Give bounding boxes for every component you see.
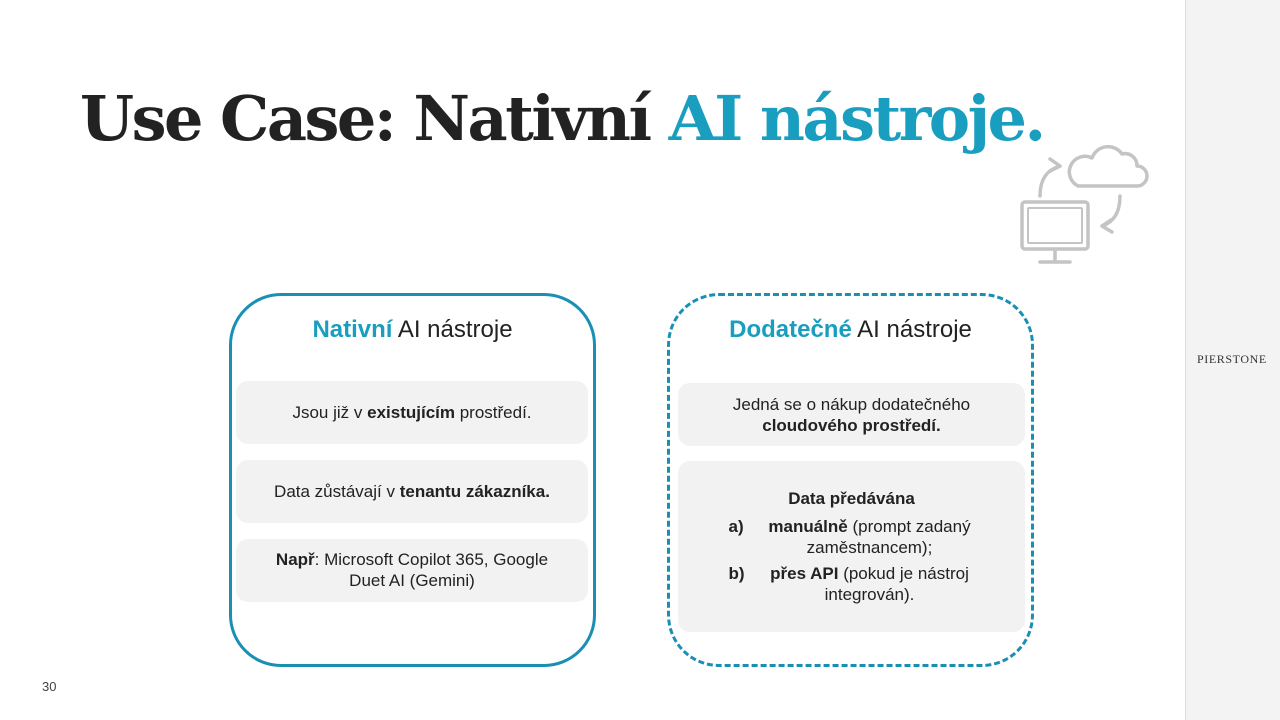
box-text: Jedná se o nákup dodatečného	[732, 394, 971, 414]
additional-title-rest: AI nástroje	[851, 316, 972, 343]
box-text: prostředí.	[454, 403, 532, 422]
additional-title-highlight: Dodatečné	[729, 316, 852, 343]
list-item-bold: přes API	[770, 564, 839, 583]
native-title-highlight: Nativní	[312, 316, 393, 343]
list-item-text: (prompt zadaný zaměstnancem);	[806, 517, 971, 557]
existing-environment-box	[236, 381, 588, 444]
title-prefix: Use Case: Nativní	[80, 82, 669, 155]
box-bold: cloudového prostředí.	[762, 415, 941, 435]
list-item-bold: manuálně	[768, 517, 848, 536]
data-transfer-list	[729, 511, 975, 605]
box-text: : Microsoft Copilot 365, Google Duet AI (Gemini)	[314, 550, 549, 590]
list-item	[729, 516, 975, 558]
cloud-purchase-box	[678, 383, 1025, 446]
title-accent: AI nástroje.	[668, 82, 1044, 155]
slide-title	[80, 82, 1044, 155]
tenant-data-box	[236, 460, 588, 523]
box-bold: Např	[275, 550, 315, 569]
box-text: Jsou již v	[292, 403, 368, 422]
native-title-rest: AI nástroje	[392, 316, 513, 343]
page-number: 30	[42, 679, 57, 694]
box-text: Data zůstávají v	[274, 482, 400, 501]
additional-ai-panel-title	[670, 316, 1031, 344]
list-marker: a)	[728, 517, 744, 536]
list-item	[729, 563, 975, 605]
box-bold: tenantu zákazníka.	[399, 482, 550, 501]
cloud-computer-sync-icon	[1016, 140, 1152, 270]
native-ai-panel-title	[232, 316, 593, 344]
list-item-text: (pokud je nástroj integrován).	[824, 564, 969, 604]
list-marker: b)	[728, 564, 745, 583]
brand-logo: PIERSTONE	[1197, 352, 1267, 366]
box-bold: existujícím	[367, 403, 455, 422]
data-transfer-heading: Data předávána	[788, 489, 915, 508]
examples-box	[236, 539, 588, 602]
data-transfer-box	[678, 461, 1025, 632]
